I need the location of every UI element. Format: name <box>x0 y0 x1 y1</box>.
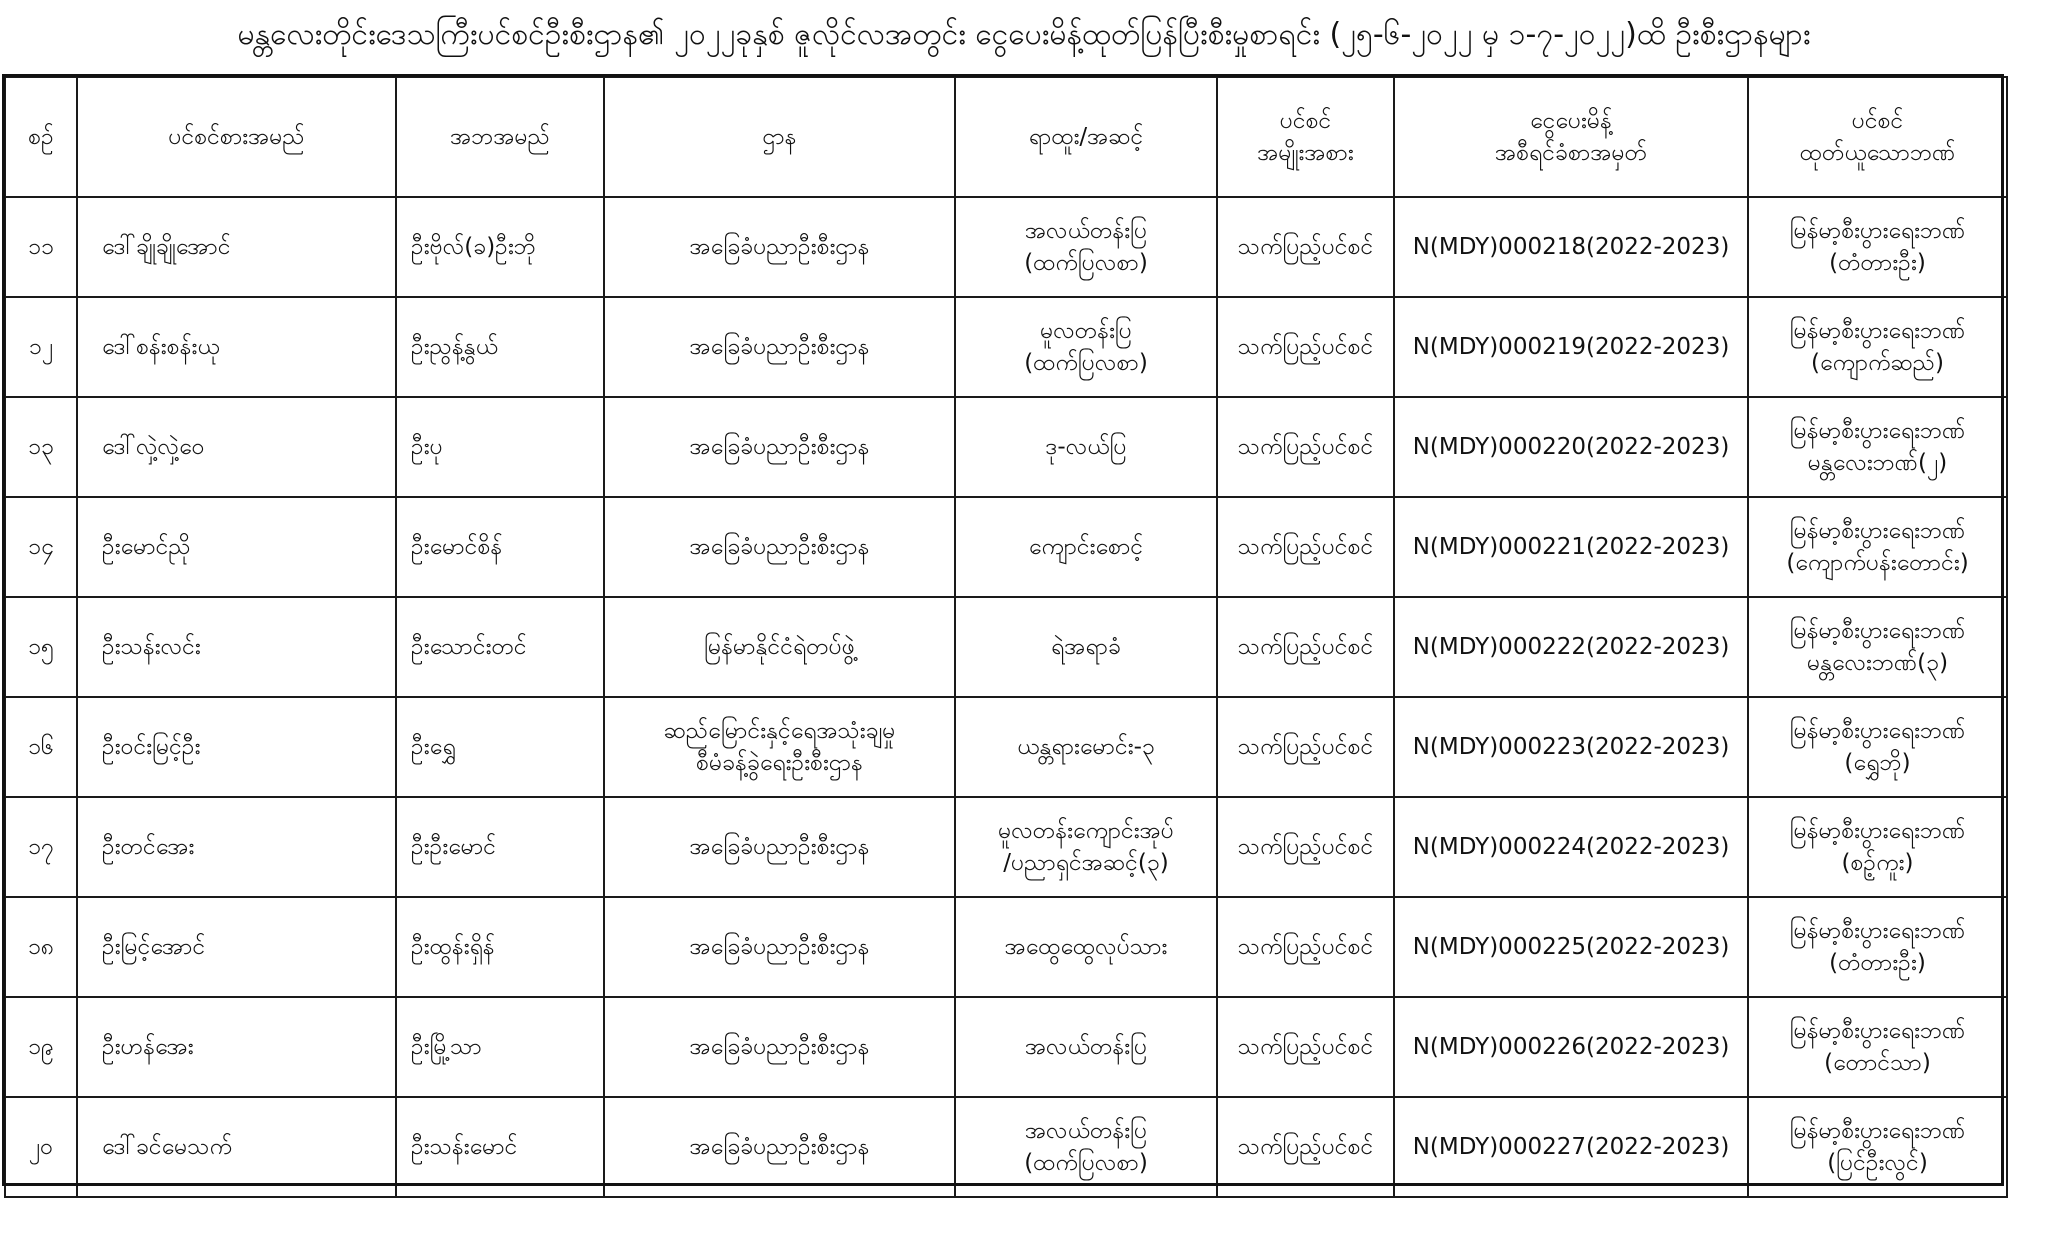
order-number: N(MDY)000223(2022-2023) <box>1394 697 1748 797</box>
position-line: အထွေထွေလုပ်သား <box>1004 934 1168 960</box>
father-name: ဦးထွန်းရှိန် <box>396 897 604 997</box>
bank <box>1748 997 2007 1097</box>
header-line: ရာထူး/အဆင့် <box>1028 124 1144 150</box>
order-number: N(MDY)000227(2022-2023) <box>1394 1097 1748 1197</box>
pensioner-name: ဦးမြင့်အောင် <box>77 897 396 997</box>
position <box>955 597 1217 697</box>
position <box>955 797 1217 897</box>
position <box>955 497 1217 597</box>
row-number: ၂၀ <box>5 1097 77 1197</box>
table-row <box>5 697 2007 797</box>
position-line: (ထက်ပြလစာ) <box>1024 350 1148 376</box>
department-line: အခြေခံပညာဦးစီးဌာန <box>689 1034 870 1060</box>
row-number: ၁၁ <box>5 197 77 297</box>
department-line: အခြေခံပညာဦးစီးဌာန <box>689 234 870 260</box>
bank-line: (တံတားဦး) <box>1829 950 1926 976</box>
father-name: ဦးပု <box>396 397 604 497</box>
father-name: ဦးဗိုလ်(ခ)ဦးဘို <box>396 197 604 297</box>
row-number: ၁၅ <box>5 597 77 697</box>
bank <box>1748 397 2007 497</box>
bank-line: (ကျောက်ပန်းတောင်း) <box>1786 550 1969 576</box>
department <box>604 597 955 697</box>
position-line: မူလတန်းကျောင်းအုပ် <box>998 818 1174 844</box>
bank <box>1748 1097 2007 1197</box>
header-order-number <box>1394 77 1748 197</box>
header-bank <box>1748 77 2007 197</box>
position <box>955 697 1217 797</box>
position <box>955 897 1217 997</box>
table-row <box>5 497 2007 597</box>
pensioner-name: ဦးတင်အေး <box>77 797 396 897</box>
father-name: ဦးသန်းမောင် <box>396 1097 604 1197</box>
table-body <box>5 197 2007 1197</box>
order-number: N(MDY)000221(2022-2023) <box>1394 497 1748 597</box>
department-line: ဆည်မြောင်းနှင့်ရေအသုံးချမှု <box>663 718 896 744</box>
pension-type: သက်ပြည့်ပင်စင် <box>1217 797 1394 897</box>
header-line: ပင်စင်စားအမည် <box>168 124 305 150</box>
department-line: မြန်မာနိုင်ငံရဲတပ်ဖွဲ့ <box>704 634 855 660</box>
pensioner-name: ဒေါ်လှဲ့လှဲ့ဝေ <box>77 397 396 497</box>
department <box>604 997 955 1097</box>
bank-line: မြန်မာ့စီးပွားရေးဘဏ် <box>1789 518 1966 544</box>
bank-line: မြန်မာ့စီးပွားရေးဘဏ် <box>1789 918 1966 944</box>
header-father-name <box>396 77 604 197</box>
pension-type: သက်ပြည့်ပင်စင် <box>1217 697 1394 797</box>
table-row <box>5 897 2007 997</box>
bank-line: မြန်မာ့စီးပွားရေးဘဏ် <box>1789 1118 1966 1144</box>
father-name: ဦးမြို့သာ <box>396 997 604 1097</box>
department <box>604 697 955 797</box>
position-line: (ထက်ပြလစာ) <box>1024 250 1148 276</box>
header-line: အစီရင်ခံစာအမှတ် <box>1495 140 1647 166</box>
header-line: ပင်စင် <box>1279 108 1332 134</box>
table-row <box>5 997 2007 1097</box>
header-department <box>604 77 955 197</box>
position-line: မူလတန်းပြ <box>1040 318 1132 344</box>
father-name: ဦးရွှေ <box>396 697 604 797</box>
order-number: N(MDY)000222(2022-2023) <box>1394 597 1748 697</box>
department <box>604 197 955 297</box>
department-line: အခြေခံပညာဦးစီးဌာန <box>689 334 870 360</box>
row-number: ၁၂ <box>5 297 77 397</box>
table-row <box>5 597 2007 697</box>
department <box>604 797 955 897</box>
pension-type: သက်ပြည့်ပင်စင် <box>1217 497 1394 597</box>
header-no <box>5 77 77 197</box>
bank <box>1748 697 2007 797</box>
table-row <box>5 797 2007 897</box>
bank <box>1748 197 2007 297</box>
position-line: ကျောင်းစောင့် <box>1028 534 1144 560</box>
father-name: ဦးညွန့်နွယ် <box>396 297 604 397</box>
pension-type: သက်ပြည့်ပင်စင် <box>1217 597 1394 697</box>
position-line: အလယ်တန်းပြ <box>1024 1034 1148 1060</box>
department <box>604 297 955 397</box>
bank <box>1748 597 2007 697</box>
bank <box>1748 797 2007 897</box>
header-pensioner-name <box>77 77 396 197</box>
bank-line: (တံတားဦး) <box>1829 250 1926 276</box>
order-number: N(MDY)000219(2022-2023) <box>1394 297 1748 397</box>
pensioner-name: ဒေါ်ချိုချိုအောင် <box>77 197 396 297</box>
order-number: N(MDY)000220(2022-2023) <box>1394 397 1748 497</box>
row-number: ၁၃ <box>5 397 77 497</box>
bank-line: မြန်မာ့စီးပွားရေးဘဏ် <box>1789 318 1966 344</box>
position-line: အလယ်တန်းပြ <box>1024 1118 1148 1144</box>
pension-type: သက်ပြည့်ပင်စင် <box>1217 897 1394 997</box>
table-header-row <box>5 77 2007 197</box>
pensioner-name: ဦးသန်းလင်း <box>77 597 396 697</box>
row-number: ၁၈ <box>5 897 77 997</box>
pensioner-name: ဦးဟန်အေး <box>77 997 396 1097</box>
bank-line: မန္တလေးဘဏ်(၃) <box>1806 650 1949 676</box>
bank-line: မြန်မာ့စီးပွားရေးဘဏ် <box>1789 1018 1966 1044</box>
page-title: မန္တလေးတိုင်းဒေသကြီးပင်စင်ဦးစီးဌာန၏ ၂၀၂၂ခုနှစ် ဇူလိုင်လအတွင်း ငွေပေးမိန့်ထုတ်ပြန်ပြီးစီးမှုစာရင်း (၂၅-၆-၂၀၂၂ မှ ၁-၇-၂၀၂၂)ထိ ဦးစီးဌာနများ <box>237 17 1811 52</box>
department-line: အခြေခံပညာဦးစီးဌာန <box>689 934 870 960</box>
bank-line: မြန်မာ့စီးပွားရေးဘဏ် <box>1789 418 1966 444</box>
pension-order-table <box>4 76 2008 1198</box>
bank-line: (ကျောက်ဆည်) <box>1810 350 1944 376</box>
bank-line: မြန်မာ့စီးပွားရေးဘဏ် <box>1789 618 1966 644</box>
department <box>604 1097 955 1197</box>
father-name: ဦးဦးမောင် <box>396 797 604 897</box>
row-number: ၁၇ <box>5 797 77 897</box>
table-row <box>5 397 2007 497</box>
position <box>955 1097 1217 1197</box>
department-line: အခြေခံပညာဦးစီးဌာန <box>689 834 870 860</box>
header-position <box>955 77 1217 197</box>
order-number: N(MDY)000225(2022-2023) <box>1394 897 1748 997</box>
bank-line: (ပြင်ဦးလွင်) <box>1827 1150 1928 1176</box>
pension-type: သက်ပြည့်ပင်စင် <box>1217 997 1394 1097</box>
position-line: (ထက်ပြလစာ) <box>1024 1150 1148 1176</box>
pension-type: သက်ပြည့်ပင်စင် <box>1217 1097 1394 1197</box>
pension-type: သက်ပြည့်ပင်စင် <box>1217 197 1394 297</box>
department <box>604 497 955 597</box>
header-line: ဌာန <box>762 124 797 150</box>
header-line: အဘအမည် <box>450 124 550 150</box>
header-pension-type <box>1217 77 1394 197</box>
position-line: ဒု-လယ်ပြ <box>1045 434 1127 460</box>
department <box>604 397 955 497</box>
header-line: ငွေပေးမိန့် <box>1530 108 1612 134</box>
pensioner-name: ဦးမောင်ညို <box>77 497 396 597</box>
department <box>604 897 955 997</box>
row-number: ၁၆ <box>5 697 77 797</box>
row-number: ၁၄ <box>5 497 77 597</box>
position-line: အလယ်တန်းပြ <box>1024 218 1148 244</box>
position <box>955 297 1217 397</box>
position-line: /ပညာရှင်အဆင့်(၃) <box>1003 850 1169 876</box>
table-row <box>5 297 2007 397</box>
order-number: N(MDY)000226(2022-2023) <box>1394 997 1748 1097</box>
father-name: ဦးမောင်စိန် <box>396 497 604 597</box>
bank-line: မြန်မာ့စီးပွားရေးဘဏ် <box>1789 218 1966 244</box>
bank <box>1748 297 2007 397</box>
bank <box>1748 897 2007 997</box>
bank-line: မြန်မာ့စီးပွားရေးဘဏ် <box>1789 818 1966 844</box>
department-line: အခြေခံပညာဦးစီးဌာန <box>689 534 870 560</box>
pension-type: သက်ပြည့်ပင်စင် <box>1217 297 1394 397</box>
row-number: ၁၉ <box>5 997 77 1097</box>
table-row <box>5 1097 2007 1197</box>
header-line: စဉ် <box>28 124 54 150</box>
header-line: ပင်စင် <box>1851 108 1904 134</box>
position <box>955 197 1217 297</box>
department-line: အခြေခံပညာဦးစီးဌာန <box>689 434 870 460</box>
bank-line: မန္တလေးဘဏ်(၂) <box>1807 450 1948 476</box>
position <box>955 397 1217 497</box>
position <box>955 997 1217 1097</box>
position-line: ယန္တရားမောင်း-၃ <box>1017 734 1155 760</box>
table-row <box>5 197 2007 297</box>
bank-line: မြန်မာ့စီးပွားရေးဘဏ် <box>1789 718 1966 744</box>
header-line: အမျိုးအစား <box>1257 140 1354 166</box>
bank-line: (ရွှေဘို) <box>1844 750 1911 776</box>
pensioner-name: ဒေါ်ခင်မေသက် <box>77 1097 396 1197</box>
bank <box>1748 497 2007 597</box>
pensioner-name: ဦးဝင်းမြင့်ဦး <box>77 697 396 797</box>
order-number: N(MDY)000218(2022-2023) <box>1394 197 1748 297</box>
department-line: စီမံခန့်ခွဲရေးဦးစီးဌာန <box>696 750 863 776</box>
pensioner-name: ဒေါ်စန်းစန်းယု <box>77 297 396 397</box>
bank-line: (စဉ့်ကူး) <box>1841 850 1914 876</box>
department-line: အခြေခံပညာဦးစီးဌာန <box>689 1134 870 1160</box>
position-line: ရဲအရာခံ <box>1051 634 1121 660</box>
order-number: N(MDY)000224(2022-2023) <box>1394 797 1748 897</box>
pension-type: သက်ပြည့်ပင်စင် <box>1217 397 1394 497</box>
bank-line: (တောင်သာ) <box>1824 1050 1931 1076</box>
header-line: ထုတ်ယူသောဘဏ် <box>1799 140 1956 166</box>
father-name: ဦးသောင်းတင် <box>396 597 604 697</box>
